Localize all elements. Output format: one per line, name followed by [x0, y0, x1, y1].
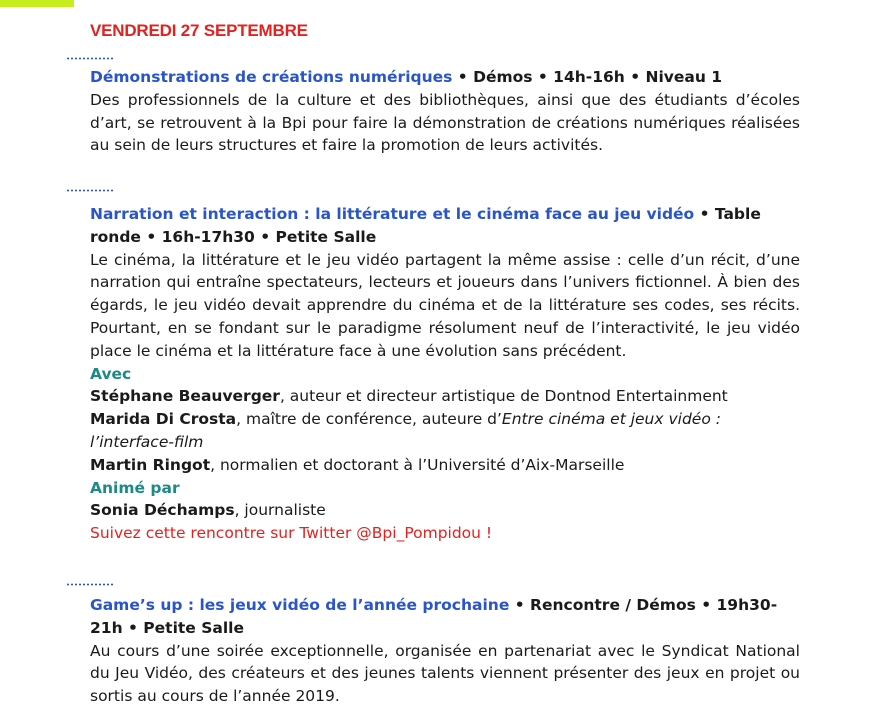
speaker — [90, 385, 800, 408]
with-label: Avec — [90, 364, 132, 383]
speaker-name: Stéphane Beauverger — [90, 387, 280, 406]
speaker-work: Entre cinéma et jeux vidéo : l’interface-film — [90, 410, 721, 451]
speaker-role: , auteur et directeur artistique de Dontnod Entertainment — [279, 387, 728, 406]
separator-dots — [66, 57, 114, 60]
date-heading: VENDREDI 27 SEPTEMBRE — [90, 21, 308, 40]
speaker — [90, 408, 800, 454]
separator-dots — [66, 189, 114, 192]
event-title: Démonstrations de créations numériques — [90, 68, 453, 86]
speaker-role: , maître de conférence, auteure d’ — [236, 410, 502, 429]
event-meta: • Table ronde • 16h-17h30 • Petite Salle — [90, 205, 761, 246]
host — [90, 499, 800, 522]
speaker — [90, 454, 800, 477]
event-3 — [90, 594, 800, 708]
event-title: Game’s up : les jeux vidéo de l’année prochaine — [90, 596, 510, 614]
event-header — [90, 203, 800, 249]
host-name: Sonia Déchamps — [90, 501, 235, 520]
event-description: Le cinéma, la littérature et le jeu vidéo partagent la même assise : celle d’un récit, d’une narration qui entraîne spectateurs, lecteurs et joueurs dans l’univers fictionnel. À bien des égards, le jeu vidéo devait apprendre du cinéma et de la littérature ses codes, ses récits. Pourtant, en se fondant sur le paradigme résolument neuf de l’interactivité, le jeu vidéo place le cinéma et la littérature face à une évolution sans précédent. — [90, 250, 800, 360]
host-role: , journaliste — [234, 501, 326, 520]
speaker-name: Marida Di Crosta — [90, 410, 237, 429]
host-label: Animé par — [90, 478, 180, 497]
twitter-link[interactable]: Suivez cette rencontre sur Twitter @Bpi_Pompidou ! — [90, 524, 493, 543]
event-2 — [90, 203, 800, 545]
speaker-role: , normalien et doctorant à l’Université d’Aix-Marseille — [210, 455, 625, 474]
event-description: Au cours d’une soirée exceptionnelle, organisée en partenariat avec le Syndicat National du Jeu Vidéo, des créateurs et des jeunes talents viennent présenter des jeux en projet ou sortis au cours de l’année 2019. — [90, 641, 800, 706]
top-accent-bar — [0, 0, 74, 7]
event-header — [90, 66, 800, 89]
event-title: Narration et interaction : la littérature et le cinéma face au jeu vidéo — [90, 205, 695, 223]
separator-dots — [66, 583, 114, 586]
event-description: Des professionnels de la culture et des bibliothèques, ainsi que des étudiants d’écoles d’art, se retrouvent à la Bpi pour faire la démonstration de créations numériques réalisées au sein de leurs structures et faire la promotion de leurs activités. — [90, 90, 800, 155]
speaker-name: Martin Ringot — [90, 455, 211, 474]
event-1 — [90, 66, 800, 157]
event-meta: • Rencontre / Démos • 19h30-21h • Petite Salle — [90, 596, 778, 637]
event-meta: • Démos • 14h-16h • Niveau 1 — [452, 68, 723, 86]
event-header — [90, 594, 800, 640]
